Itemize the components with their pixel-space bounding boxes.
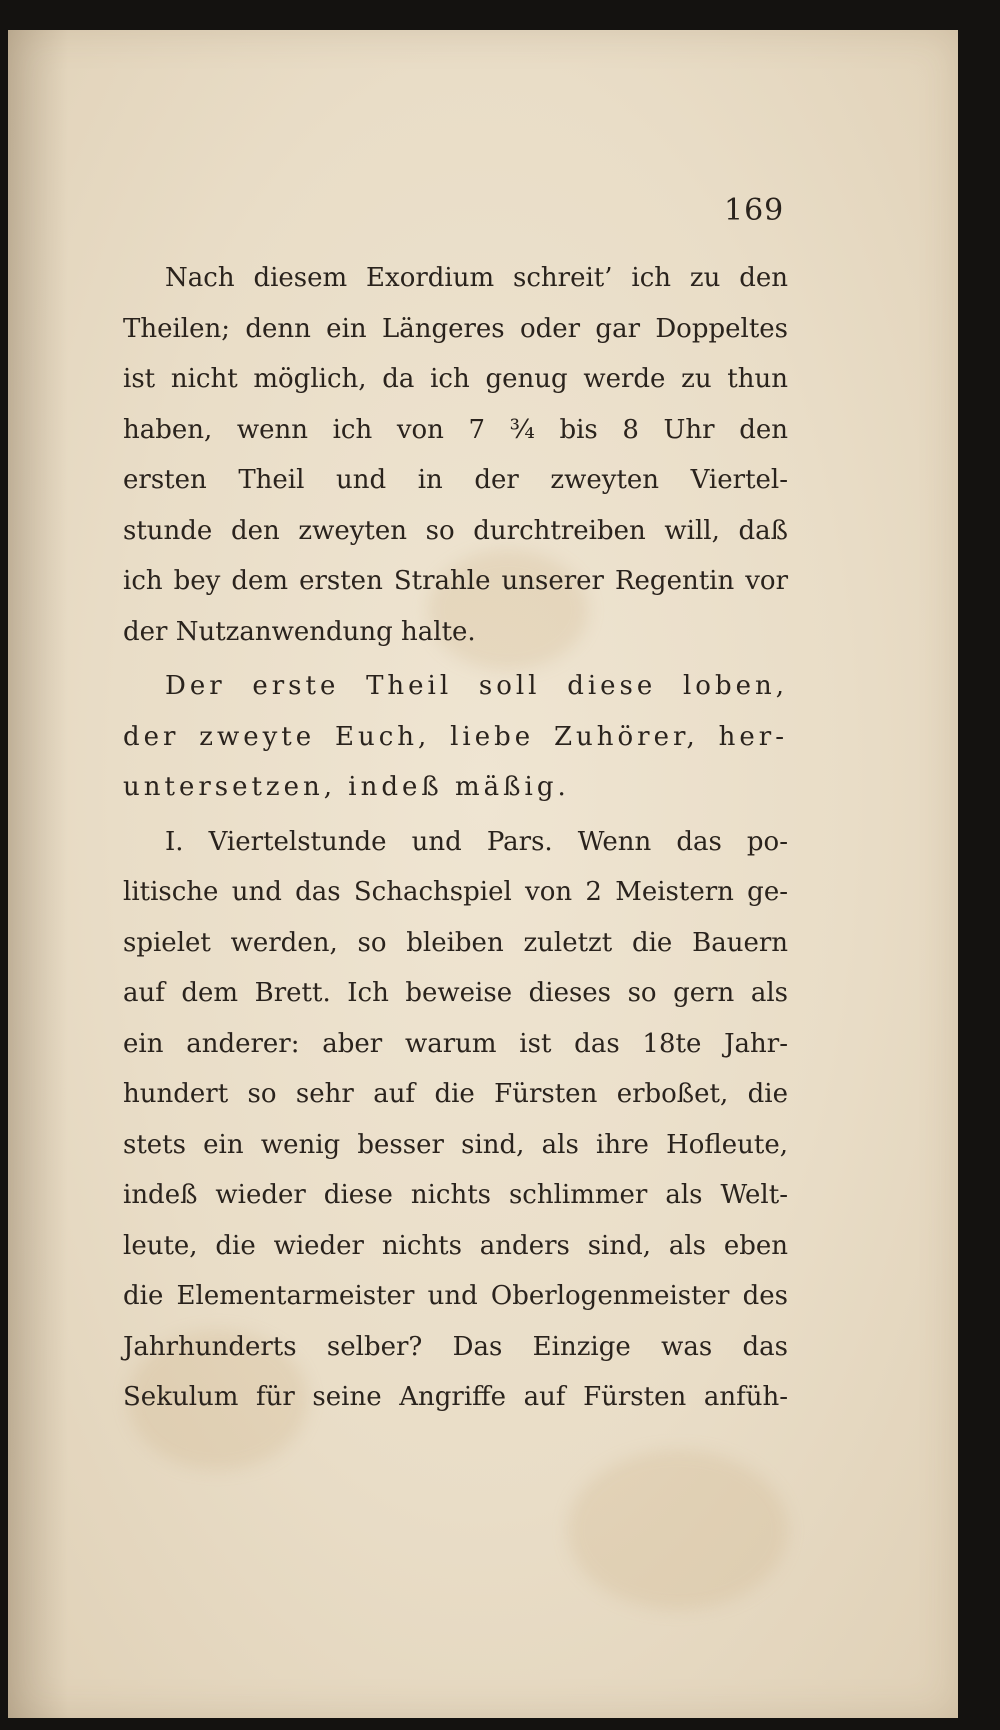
text-line: I. Viertelstunde und Pars. Wenn das po- [165,826,788,857]
body-text [123,253,788,1423]
page-number: 169 [724,193,785,228]
text-line: haben, wenn ich von 7 ¾ bis 8 Uhr den [123,414,788,445]
text-line: hundert so sehr auf die Fürsten erboßet, die [123,1079,788,1109]
text-line: Nach diesem Exordium schreit’ ich zu den [165,263,788,293]
book-page [8,30,958,1718]
text-line: ersten Theil und in der zweyten Viertel- [123,465,788,495]
text-line: indeß wieder diese nichts schlimmer als Welt- [123,1180,788,1210]
text-line: stunde den zweyten so durchtreiben will, daß [123,515,788,546]
text-line: der zweyte Euch, liebe Zuhörer, her- [123,721,788,752]
text-line: stets ein wenig besser sind, als ihre Hofleute, [123,1129,788,1160]
text-line: ein anderer: aber warum ist das 18te Jahr- [123,1028,788,1059]
text-line: Sekulum für seine Angriffe auf Fürsten anfüh- [123,1382,788,1412]
text-line: die Elementarmeister und Oberlogenmeister des [123,1281,788,1311]
text-line: der Nutzanwendung halte. [123,616,476,647]
text-line: ist nicht möglich, da ich genug werde zu thun [123,364,788,394]
text-line: Jahrhunderts selber? Das Einzige was das [123,1331,788,1362]
text-line: Der erste Theil soll diese loben, [165,671,788,701]
text-line: Theilen; denn ein Längeres oder gar Doppeltes [123,313,788,344]
spine-shadow [8,30,68,1718]
text-line: untersetzen, indeß mäßig. [123,772,570,802]
text-line: ich bey dem ersten Strahle unserer Regentin vor [123,566,788,596]
paper-stain [568,1450,788,1610]
text-line: leute, die wieder nichts anders sind, als eben [123,1230,788,1261]
text-line: litische und das Schachspiel von 2 Meistern ge- [123,877,788,907]
text-line: spielet werden, so bleiben zuletzt die Bauern [123,927,788,958]
text-line: auf dem Brett. Ich beweise dieses so gern als [123,978,788,1008]
